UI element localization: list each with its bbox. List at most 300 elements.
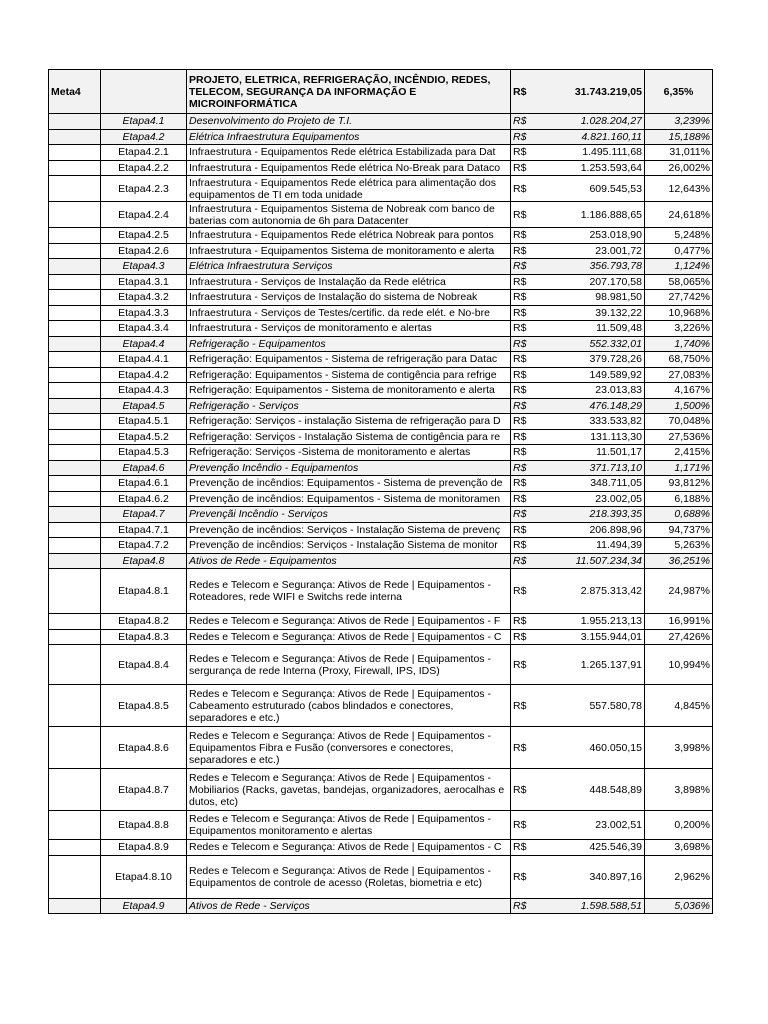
stage-amount: 4.821.160,11 <box>581 130 642 143</box>
meta-column-cell <box>49 243 101 259</box>
stage-code: Etapa4.8.1 <box>101 569 187 614</box>
table-row <box>49 476 713 492</box>
stage-amount-cell <box>511 727 645 769</box>
stage-percent: 5,248% <box>645 228 713 244</box>
stage-code: Etapa4.2.1 <box>101 145 187 161</box>
meta-column-cell <box>49 769 101 811</box>
meta-code <box>101 70 187 114</box>
stage-code: Etapa4.5.2 <box>101 429 187 445</box>
stage-currency: R$ <box>513 161 527 174</box>
stage-code: Etapa4.6.2 <box>101 491 187 507</box>
meta-column-cell <box>49 538 101 554</box>
stage-code: Etapa4.4.1 <box>101 352 187 368</box>
stage-amount: 3.155.944,01 <box>580 630 642 643</box>
stage-percent: 0,688% <box>645 507 713 523</box>
group-row <box>49 129 713 145</box>
table-row <box>49 727 713 769</box>
stage-currency: R$ <box>513 244 527 257</box>
stage-code: Etapa4.8.10 <box>101 855 187 898</box>
stage-currency: R$ <box>513 384 527 397</box>
group-row <box>49 259 713 275</box>
stage-description: Refrigeração - Equipamentos <box>187 336 511 352</box>
stage-description: Elétrica Infraestrutura Serviços <box>187 259 511 275</box>
stage-currency: R$ <box>513 353 527 366</box>
stage-currency: R$ <box>513 399 527 412</box>
meta-column-cell <box>49 811 101 840</box>
stage-description: Refrigeração - Serviços <box>187 398 511 414</box>
stage-code: Etapa4.8.4 <box>101 645 187 685</box>
stage-code: Etapa4.4.3 <box>101 383 187 399</box>
group-row <box>49 507 713 523</box>
stage-currency: R$ <box>513 554 527 567</box>
meta-column-cell <box>49 476 101 492</box>
stage-percent: 3,998% <box>645 727 713 769</box>
stage-amount: 11.494,39 <box>596 539 642 552</box>
stage-code: Etapa4.6.1 <box>101 476 187 492</box>
stage-code: Etapa4.3.2 <box>101 290 187 306</box>
stage-description: Redes e Telecom e Segurança: Ativos de Rede | Equipamentos - Roteadores, rede WIFI e Switchs rede interna <box>187 569 511 614</box>
stage-amount-cell <box>511 243 645 259</box>
stage-amount-cell <box>511 114 645 130</box>
stage-currency: R$ <box>513 182 527 195</box>
table-row <box>49 290 713 306</box>
stage-description: Infraestrutura - Equipamentos Sistema de monitoramento e alerta <box>187 243 511 259</box>
stage-description: Refrigeração: Equipamentos - Sistema de contigência para refrige <box>187 367 511 383</box>
stage-currency: R$ <box>513 841 527 854</box>
meta-column-cell <box>49 129 101 145</box>
meta-column-cell <box>49 645 101 685</box>
stage-code: Etapa4.7 <box>101 507 187 523</box>
meta-column-cell <box>49 259 101 275</box>
meta-currency: R$ <box>513 85 527 98</box>
stage-code: Etapa4.2.4 <box>101 202 187 228</box>
stage-currency: R$ <box>513 585 527 597</box>
stage-code: Etapa4.8 <box>101 553 187 569</box>
meta-column-cell <box>49 336 101 352</box>
stage-code: Etapa4.8.7 <box>101 769 187 811</box>
table-row <box>49 160 713 176</box>
meta-column-cell <box>49 685 101 727</box>
table-row <box>49 243 713 259</box>
meta-column-cell <box>49 429 101 445</box>
stage-currency: R$ <box>513 430 527 443</box>
stage-description: Infraestrutura - Equipamentos Rede elétrica No-Break para Dataco <box>187 160 511 176</box>
table-row <box>49 685 713 727</box>
stage-percent: 93,812% <box>645 476 713 492</box>
table-row <box>49 491 713 507</box>
stage-description: Redes e Telecom e Segurança: Ativos de Rede | Equipamentos - sergurança de rede Interna (Proxy, Firewall, IPS, IDS) <box>187 645 511 685</box>
stage-amount-cell <box>511 460 645 476</box>
stage-percent: 4,167% <box>645 383 713 399</box>
stage-amount-cell <box>511 202 645 228</box>
stage-percent: 58,065% <box>645 274 713 290</box>
stage-description: Infraestrutura - Equipamentos Rede elétrica Estabilizada para Dat <box>187 145 511 161</box>
stage-percent: 3,698% <box>645 840 713 856</box>
table-row <box>49 352 713 368</box>
stage-amount: 218.393,35 <box>589 508 642 521</box>
stage-amount: 1.598.588,51 <box>580 899 642 912</box>
stage-description: Infraestrutura - Equipamentos Sistema de Nobreak com banco de baterias com autonomia de 6h para Datacenter <box>187 202 511 228</box>
stage-code: Etapa4.2.5 <box>101 228 187 244</box>
stage-currency: R$ <box>513 229 527 242</box>
stage-description: Prevenção de incêndios: Serviços - Instalação Sistema de monitor <box>187 538 511 554</box>
group-row <box>49 398 713 414</box>
stage-currency: R$ <box>513 492 527 505</box>
stage-description: Prevenção de incêndios: Equipamentos - Sistema de prevenção de <box>187 476 511 492</box>
stage-amount-cell <box>511 259 645 275</box>
stage-code: Etapa4.4.2 <box>101 367 187 383</box>
table-row <box>49 274 713 290</box>
stage-amount: 98.981,50 <box>595 291 642 304</box>
table-row <box>49 629 713 645</box>
stage-amount-cell <box>511 176 645 202</box>
stage-code: Etapa4.3.1 <box>101 274 187 290</box>
stage-amount: 552.332,01 <box>589 337 642 350</box>
stage-amount: 11.509,48 <box>596 322 642 335</box>
group-row <box>49 553 713 569</box>
stage-amount: 1.265.137,91 <box>580 658 642 671</box>
stage-amount-cell <box>511 553 645 569</box>
meta-column-cell <box>49 352 101 368</box>
stage-description: Infraestrutura - Serviços de Instalação do sistema de Nobreak <box>187 290 511 306</box>
stage-currency: R$ <box>513 322 527 335</box>
stage-description: Redes e Telecom e Segurança: Ativos de Rede | Equipamentos - Cabeamento estruturado (cabos blindados e conectores, separadores e etc.) <box>187 685 511 727</box>
stage-code: Etapa4.7.2 <box>101 538 187 554</box>
stage-currency: R$ <box>513 783 527 796</box>
meta-column-cell <box>49 460 101 476</box>
table-row <box>49 367 713 383</box>
stage-description: Refrigeração: Serviços - Instalação Sistema de contigência para re <box>187 429 511 445</box>
stage-description: Infraestrutura - Serviços de Instalação da Rede elétrica <box>187 274 511 290</box>
stage-amount: 371.713,10 <box>589 461 642 474</box>
table-row <box>49 429 713 445</box>
stage-currency: R$ <box>513 275 527 288</box>
stage-amount: 23.013,83 <box>595 384 642 397</box>
stage-percent: 3,226% <box>645 321 713 337</box>
stage-percent: 6,188% <box>645 491 713 507</box>
meta-column-cell <box>49 202 101 228</box>
stage-amount-cell <box>511 569 645 614</box>
group-row <box>49 460 713 476</box>
stage-amount: 340.897,16 <box>589 870 642 883</box>
stage-amount-cell <box>511 629 645 645</box>
stage-description: Refrigeração: Serviços - instalação Sistema de refrigeração para D <box>187 414 511 430</box>
stage-description: Prevenção Incêndio - Equipamentos <box>187 460 511 476</box>
table-row <box>49 202 713 228</box>
stage-amount-cell <box>511 414 645 430</box>
stage-description: Elétrica Infraestrutura Equipamentos <box>187 129 511 145</box>
stage-currency: R$ <box>513 539 527 552</box>
meta-column-cell <box>49 569 101 614</box>
stage-percent: 16,991% <box>645 614 713 630</box>
meta-column-cell <box>49 145 101 161</box>
stage-percent: 36,251% <box>645 553 713 569</box>
meta-column-cell <box>49 114 101 130</box>
budget-table-body <box>49 70 713 914</box>
meta-column-cell <box>49 507 101 523</box>
stage-percent: 5,263% <box>645 538 713 554</box>
stage-amount-cell <box>511 290 645 306</box>
stage-currency: R$ <box>513 306 527 319</box>
stage-amount-cell <box>511 398 645 414</box>
meta-column-cell <box>49 383 101 399</box>
stage-percent: 2,962% <box>645 855 713 898</box>
stage-description: Ativos de Rede - Equipamentos <box>187 553 511 569</box>
stage-currency: R$ <box>513 523 527 536</box>
stage-amount: 11.507.234,34 <box>575 554 642 567</box>
stage-currency: R$ <box>513 615 527 628</box>
stage-description: Redes e Telecom e Segurança: Ativos de Rede | Equipamentos - Mobiliarios (Racks, gavetas, bandejas, organizadores, aerocalhas e dutos, etc) <box>187 769 511 811</box>
stage-description: Infraestrutura - Serviços de Testes/certific. da rede elét. e No-bre <box>187 305 511 321</box>
stage-amount-cell <box>511 274 645 290</box>
stage-code: Etapa4.8.6 <box>101 727 187 769</box>
stage-code: Etapa4.8.3 <box>101 629 187 645</box>
stage-percent: 27,536% <box>645 429 713 445</box>
stage-amount-cell <box>511 367 645 383</box>
meta-column-cell <box>49 305 101 321</box>
stage-amount: 1.495.111,68 <box>582 146 642 159</box>
table-row <box>49 176 713 202</box>
stage-percent: 31,011% <box>645 145 713 161</box>
meta-column-cell <box>49 491 101 507</box>
stage-amount: 348.711,05 <box>590 477 642 490</box>
stage-description: Desenvolvimento do Projeto de T.I. <box>187 114 511 130</box>
stage-currency: R$ <box>513 260 527 273</box>
stage-currency: R$ <box>513 819 527 831</box>
stage-currency: R$ <box>513 291 527 304</box>
meta-column-cell <box>49 855 101 898</box>
stage-percent: 27,426% <box>645 629 713 645</box>
stage-percent: 27,742% <box>645 290 713 306</box>
stage-currency: R$ <box>513 870 527 883</box>
stage-amount-cell <box>511 491 645 507</box>
stage-amount: 609.545,53 <box>589 182 642 195</box>
stage-code: Etapa4.5.1 <box>101 414 187 430</box>
stage-percent: 4,845% <box>645 685 713 727</box>
stage-amount: 448.548,89 <box>589 783 642 796</box>
stage-amount-cell <box>511 336 645 352</box>
stage-percent: 5,036% <box>645 898 713 914</box>
meta-column-cell <box>49 522 101 538</box>
stage-amount: 1.028.204,27 <box>580 115 642 128</box>
stage-currency: R$ <box>513 699 527 712</box>
meta-column-cell <box>49 629 101 645</box>
meta-column-cell <box>49 898 101 914</box>
budget-table <box>48 69 713 914</box>
table-row <box>49 445 713 461</box>
stage-code: Etapa4.4 <box>101 336 187 352</box>
stage-description: Redes e Telecom e Segurança: Ativos de Rede | Equipamentos - Equipamentos monitoramento e alertas <box>187 811 511 840</box>
stage-percent: 27,083% <box>645 367 713 383</box>
table-row <box>49 414 713 430</box>
stage-amount-cell <box>511 538 645 554</box>
stage-amount: 2.875.313,42 <box>580 585 642 597</box>
stage-description: Redes e Telecom e Segurança: Ativos de Rede | Equipamentos - C <box>187 840 511 856</box>
stage-description: Redes e Telecom e Segurança: Ativos de Rede | Equipamentos - C <box>187 629 511 645</box>
stage-description: Prevenção de incêndios: Serviços - Instalação Sistema de prevenç <box>187 522 511 538</box>
stage-code: Etapa4.3.4 <box>101 321 187 337</box>
table-row <box>49 383 713 399</box>
stage-amount-cell <box>511 811 645 840</box>
stage-amount-cell <box>511 429 645 445</box>
meta-column-cell <box>49 614 101 630</box>
stage-amount-cell <box>511 352 645 368</box>
stage-code: Etapa4.2.3 <box>101 176 187 202</box>
stage-amount-cell <box>511 383 645 399</box>
meta-column-cell <box>49 228 101 244</box>
stage-percent: 94,737% <box>645 522 713 538</box>
stage-amount: 425.546,39 <box>589 841 642 854</box>
stage-currency: R$ <box>513 337 527 350</box>
stage-description: Refrigeração: Serviços -Sistema de monitoramento e alertas <box>187 445 511 461</box>
meta-column-cell <box>49 553 101 569</box>
stage-code: Etapa4.2.6 <box>101 243 187 259</box>
stage-description: Prevençãi Incêndio - Serviços <box>187 507 511 523</box>
table-row <box>49 145 713 161</box>
stage-percent: 12,643% <box>645 176 713 202</box>
stage-amount: 207.170,58 <box>589 275 642 288</box>
stage-description: Refrigeração: Equipamentos - Sistema de monitoramento e alerta <box>187 383 511 399</box>
stage-amount-cell <box>511 522 645 538</box>
stage-amount-cell <box>511 160 645 176</box>
table-row <box>49 840 713 856</box>
stage-description: Ativos de Rede - Serviços <box>187 898 511 914</box>
stage-amount: 149.589,92 <box>589 368 642 381</box>
stage-percent: 24,987% <box>645 569 713 614</box>
table-row <box>49 645 713 685</box>
meta-column-cell <box>49 176 101 202</box>
meta-label: Meta4 <box>49 70 101 114</box>
meta-column-cell <box>49 367 101 383</box>
stage-code: Etapa4.8.8 <box>101 811 187 840</box>
stage-currency: R$ <box>513 368 527 381</box>
stage-percent: 2,415% <box>645 445 713 461</box>
stage-percent: 1,500% <box>645 398 713 414</box>
stage-currency: R$ <box>513 208 527 221</box>
stage-amount-cell <box>511 507 645 523</box>
meta-column-cell <box>49 727 101 769</box>
stage-code: Etapa4.1 <box>101 114 187 130</box>
stage-description: Redes e Telecom e Segurança: Ativos de Rede | Equipamentos - Equipamentos de controle de acesso (Roletas, biometria e etc) <box>187 855 511 898</box>
stage-amount-cell <box>511 685 645 727</box>
stage-code: Etapa4.9 <box>101 898 187 914</box>
stage-description: Redes e Telecom e Segurança: Ativos de Rede | Equipamentos - Equipamentos Fibra e Fusão (conversores e conectores, separadores e etc.) <box>187 727 511 769</box>
stage-amount-cell <box>511 228 645 244</box>
stage-currency: R$ <box>513 130 527 143</box>
stage-amount: 11.501,17 <box>596 446 642 459</box>
meta-column-cell <box>49 160 101 176</box>
group-row <box>49 336 713 352</box>
stage-amount: 23.002,51 <box>595 819 642 831</box>
stage-currency: R$ <box>513 477 527 490</box>
stage-amount-cell <box>511 445 645 461</box>
group-row <box>49 114 713 130</box>
stage-amount-cell <box>511 476 645 492</box>
meta-column-cell <box>49 840 101 856</box>
meta-column-cell <box>49 290 101 306</box>
stage-amount-cell <box>511 840 645 856</box>
table-row <box>49 769 713 811</box>
stage-amount-cell <box>511 855 645 898</box>
stage-currency: R$ <box>513 630 527 643</box>
stage-currency: R$ <box>513 508 527 521</box>
meta-column-cell <box>49 321 101 337</box>
stage-percent: 0,477% <box>645 243 713 259</box>
stage-currency: R$ <box>513 146 527 159</box>
stage-currency: R$ <box>513 415 527 428</box>
stage-currency: R$ <box>513 899 527 912</box>
stage-percent: 24,618% <box>645 202 713 228</box>
stage-percent: 1,171% <box>645 460 713 476</box>
stage-percent: 3,898% <box>645 769 713 811</box>
stage-description: Prevenção de incêndios: Equipamentos - Sistema de monitoramen <box>187 491 511 507</box>
stage-currency: R$ <box>513 115 527 128</box>
stage-amount: 1.253.593,64 <box>580 161 642 174</box>
stage-amount: 1.186.888,65 <box>580 208 642 221</box>
stage-amount: 131.113,30 <box>590 430 642 443</box>
stage-code: Etapa4.8.2 <box>101 614 187 630</box>
table-row <box>49 538 713 554</box>
stage-code: Etapa4.8.9 <box>101 840 187 856</box>
table-row <box>49 569 713 614</box>
table-row <box>49 855 713 898</box>
stage-percent: 70,048% <box>645 414 713 430</box>
stage-amount-cell <box>511 305 645 321</box>
group-row <box>49 898 713 914</box>
table-row <box>49 522 713 538</box>
stage-code: Etapa4.2.2 <box>101 160 187 176</box>
stage-description: Infraestrutura - Serviços de monitoramento e alertas <box>187 321 511 337</box>
stage-code: Etapa4.7.1 <box>101 522 187 538</box>
stage-amount: 1.955.213,13 <box>580 615 642 628</box>
stage-description: Refrigeração: Equipamentos - Sistema de refrigeração para Datac <box>187 352 511 368</box>
stage-percent: 68,750% <box>645 352 713 368</box>
stage-amount: 39.132,22 <box>595 306 642 319</box>
stage-description: Infraestrutura - Equipamentos Rede elétrica para alimentação dos equipamentos de TI em toda unidade <box>187 176 511 202</box>
stage-amount: 356.793,78 <box>589 260 642 273</box>
table-row <box>49 228 713 244</box>
stage-amount: 460.050,15 <box>589 741 642 754</box>
meta-column-cell <box>49 445 101 461</box>
stage-percent: 26,002% <box>645 160 713 176</box>
meta-description: PROJETO, ELETRICA, REFRIGERAÇÃO, INCÊNDIO, REDES, TELECOM, SEGURANÇA DA INFORMAÇÃO E MICROINFORMÁTICA <box>187 70 511 114</box>
stage-amount: 557.580,78 <box>589 699 642 712</box>
stage-code: Etapa4.5.3 <box>101 445 187 461</box>
meta-amount-cell <box>511 70 645 114</box>
table-row <box>49 811 713 840</box>
stage-amount-cell <box>511 614 645 630</box>
stage-percent: 1,124% <box>645 259 713 275</box>
stage-percent: 10,968% <box>645 305 713 321</box>
stage-amount: 379.728,26 <box>589 353 642 366</box>
stage-amount: 476.148,29 <box>589 399 642 412</box>
table-row <box>49 614 713 630</box>
table-row <box>49 321 713 337</box>
meta-column-cell <box>49 398 101 414</box>
meta-column-cell <box>49 414 101 430</box>
stage-amount-cell <box>511 145 645 161</box>
stage-code: Etapa4.5 <box>101 398 187 414</box>
stage-description: Infraestrutura - Equipamentos Rede elétrica Nobreak para pontos <box>187 228 511 244</box>
stage-percent: 0,200% <box>645 811 713 840</box>
stage-currency: R$ <box>513 741 527 754</box>
table-row <box>49 305 713 321</box>
stage-code: Etapa4.3.3 <box>101 305 187 321</box>
meta-percent: 6,35% <box>645 70 713 114</box>
stage-code: Etapa4.8.5 <box>101 685 187 727</box>
header-row <box>49 70 713 114</box>
stage-description: Redes e Telecom e Segurança: Ativos de Rede | Equipamentos - F <box>187 614 511 630</box>
